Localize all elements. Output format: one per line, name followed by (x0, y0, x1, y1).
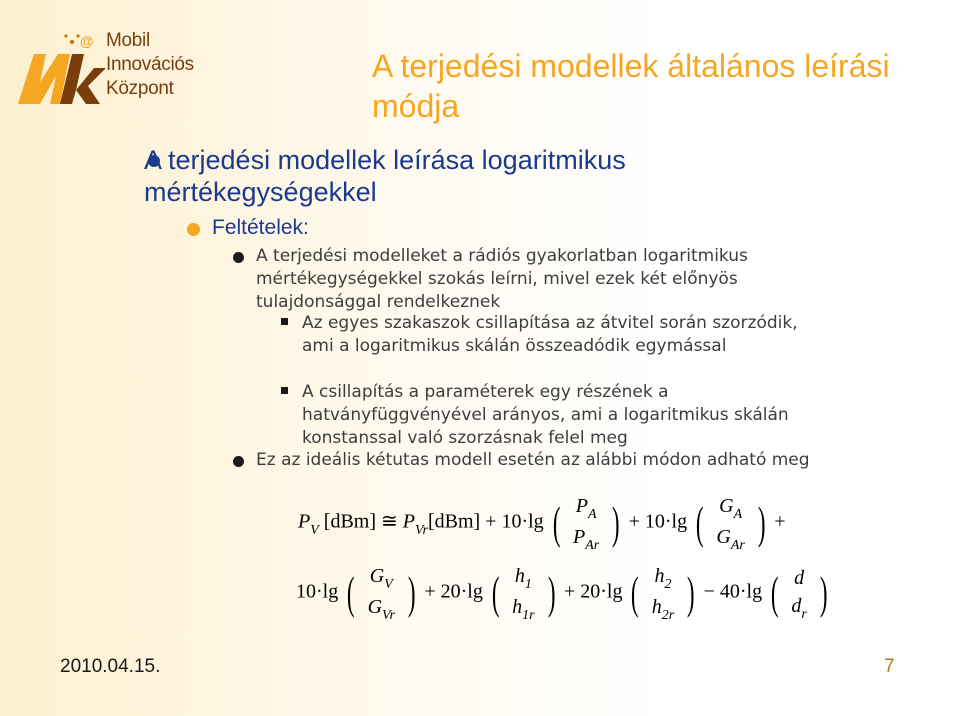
sub-bullet-2: A csillapítás a paraméterek egy részének a hatványfüggvényével arányos, ami a logaritmikus skálán konstanssal való szorzásnak felel meg (302, 382, 789, 448)
bullet-level1: A terjedési modellek leírása logaritmikus mértékegységekkel (144, 145, 626, 207)
logo-line-1: Mobil (106, 30, 150, 51)
mik-logo-mark (14, 24, 106, 114)
formula-line-1: $P_V$ [dBm] ≅ $P_{Vr}[dBm] + 10\cdot\lg$ ( $P_A$ $P_{Ar}$ ) + 10·lg ( $G_A$ $G_{Ar}$ ) + (298, 495, 786, 553)
page-number: 7 (884, 656, 895, 677)
square-bullet (281, 318, 288, 325)
bullet-dot-level3 (233, 252, 244, 263)
bullet-dot-level2 (187, 223, 200, 236)
formula-line-2: 10·lg ( $G_V$ $G_{Vr}$ ) + 20·lg ( $h_1$ $h_{1r}$ ) + 20·lg ( $h_2$ $h_{2r}$ ) − 40·lg ( d $d_r$ ) (296, 565, 828, 623)
logo-line-3: Központ (106, 78, 174, 99)
logo (14, 24, 244, 114)
bullet-level2: Feltételek: (212, 216, 309, 239)
sub-bullet-1: Az egyes szakaszok csillapítása az átvitel során szorzódik, ami a logaritmikus skálán összeadódik egymással (302, 313, 798, 356)
logo-line-2: Innovációs (106, 54, 194, 75)
square-bullet (281, 387, 288, 394)
bullet-dot-level3 (233, 456, 244, 467)
at-sign: @ (80, 33, 94, 49)
bullet-level3-b: Ez az ideális kétutas modell esetén az alábbi módon adható meg (256, 450, 810, 470)
slide-title: A terjedési modellek általános leírási módja (372, 48, 890, 124)
bullet-level3-a: A terjedési modelleket a rádiós gyakorlatban logaritmikus mértékegységekkel szokás leírni, mivel ezek két előnyös tulajdonsággal rendelkeznek (256, 246, 748, 312)
footer-date: 2010.04.15. (60, 656, 161, 677)
